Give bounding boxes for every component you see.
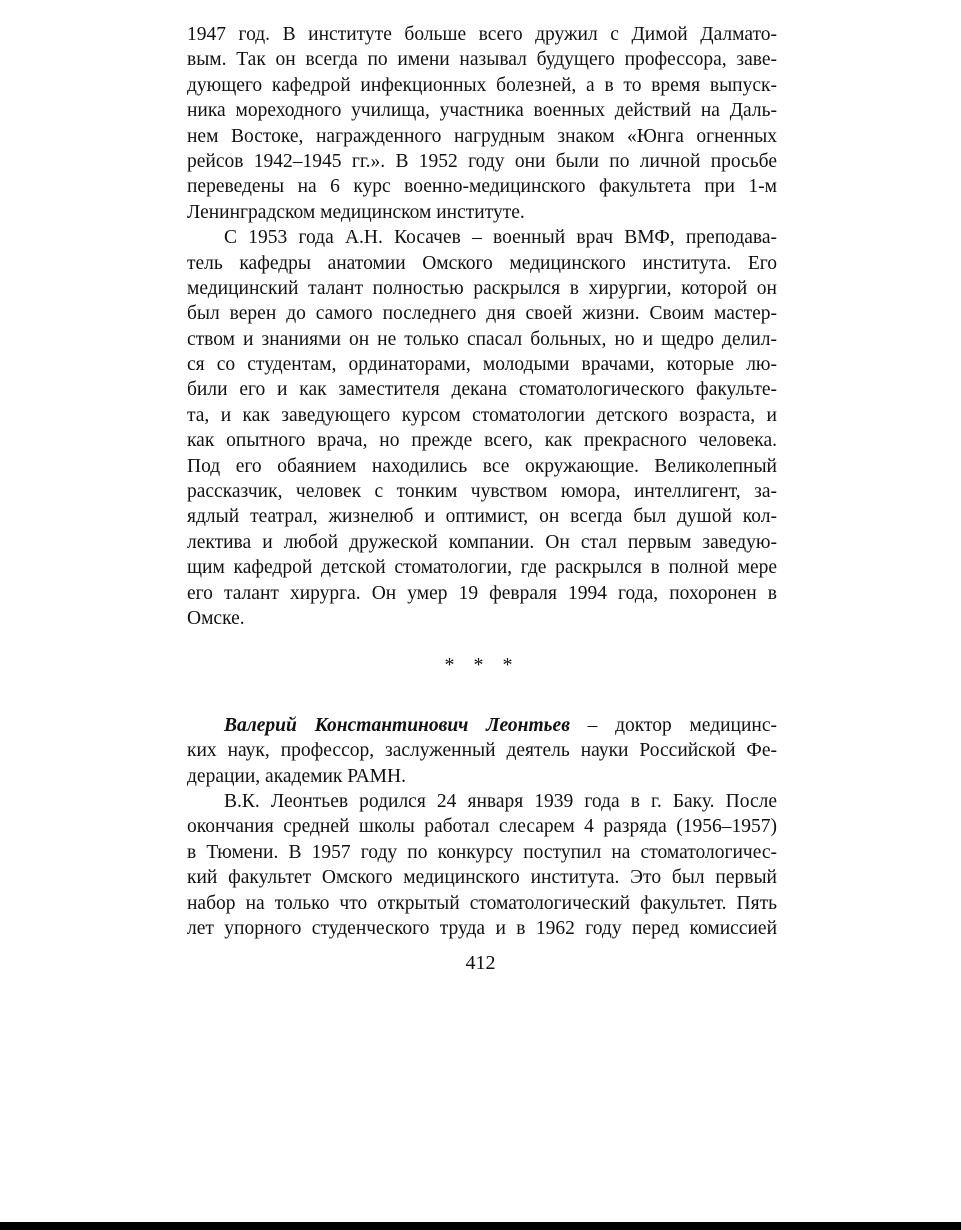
text-line: переведены на 6 курс военно-медицинского факультета при 1-м	[187, 176, 777, 198]
text-line: та, и как заведующего курсом стоматологии детского возраста, и	[187, 404, 777, 426]
text-line: набор на только что открытый стоматологический факультет. Пять	[187, 892, 777, 914]
text-line: как опытного врача, но прежде всего, как прекрасного человека.	[187, 430, 777, 452]
text-line: лет упорного студенческого труда и в 1962 году перед комиссией	[187, 917, 777, 939]
text-line: в Тюмени. В 1957 году по конкурсу поступил на стоматологичес-	[187, 841, 777, 863]
text-line: ника мореходного училища, участника военных действий на Даль-	[187, 100, 777, 122]
text-fragment: – доктор медицинс-	[569, 714, 778, 736]
text-line: щим кафедрой детской стоматологии, где раскрылся в полной мере	[187, 557, 777, 579]
page-number: 412	[465, 952, 496, 974]
text-line: ядлый театрал, жизнелюб и оптимист, он всегда был душой кол-	[187, 506, 777, 528]
text-line: 1947 год. В институте больше всего дружил с Димой Далмато-	[187, 24, 777, 45]
paragraph	[187, 713, 777, 789]
text-line: лектива и любой дружеской компании. Он стал первым заведую-	[187, 531, 777, 553]
text-line: ся со студентам, ординаторами, молодыми врачами, которые лю-	[187, 354, 777, 376]
text-line: кий факультет Омского медицинского института. Это был первый	[187, 867, 777, 889]
text-line: вым. Так он всегда по имени называл будущего профессора, заве-	[187, 49, 777, 71]
text-line: медицинский талант полностью раскрылся в хирургии, которой он	[187, 277, 777, 299]
text-line: его талант хирурга. Он умер 19 февраля 1994 года, похоронен в	[187, 582, 777, 604]
page-text	[187, 22, 777, 941]
text-line: тель кафедры анатомии Омского медицинского института. Его	[187, 252, 777, 274]
text-line: Ленинградском медицинском институте.	[187, 201, 525, 223]
text-line: Под его обаянием находились все окружающие. Великолепный	[187, 455, 777, 477]
paragraph	[187, 789, 777, 941]
section-separator: * * *	[444, 654, 520, 677]
text-line: был верен до самого последнего дня своей жизни. Своим мастер-	[187, 303, 777, 325]
text-line: С 1953 года А.Н. Косачев – военный врач ВМФ, преподава-	[224, 227, 777, 249]
text-line: дующего кафедрой инфекционных болезней, а в то время выпуск-	[187, 74, 777, 96]
text-line: ством и знаниями он не только спасал больных, но и щедро делил-	[187, 328, 777, 350]
paragraph	[187, 225, 777, 631]
person-name: Валерий Константинович Леонтьев	[224, 714, 570, 736]
text-line: рассказчик, человек с тонким чувством юмора, интеллигент, за-	[187, 481, 777, 503]
text-line	[187, 713, 777, 738]
text-line: били его и как заместителя декана стоматологического факульте-	[187, 379, 777, 401]
text-line: нем Востоке, награжденного нагрудным знаком «Юнга огненных	[187, 125, 777, 147]
text-line: дерации, академик РАМН.	[187, 765, 406, 787]
paragraph	[187, 22, 777, 225]
text-line: рейсов 1942–1945 гг.». В 1952 году они были по личной просьбе	[187, 150, 777, 172]
text-line: Омске.	[187, 607, 245, 629]
scan-edge	[0, 1222, 961, 1230]
text-line: ких наук, профессор, заслуженный деятель науки Российской Фе-	[187, 740, 777, 762]
text-line: В.К. Леонтьев родился 24 января 1939 года в г. Баку. После	[224, 790, 777, 812]
text-line: окончания средней школы работал слесарем 4 разряда (1956–1957)	[187, 816, 777, 838]
